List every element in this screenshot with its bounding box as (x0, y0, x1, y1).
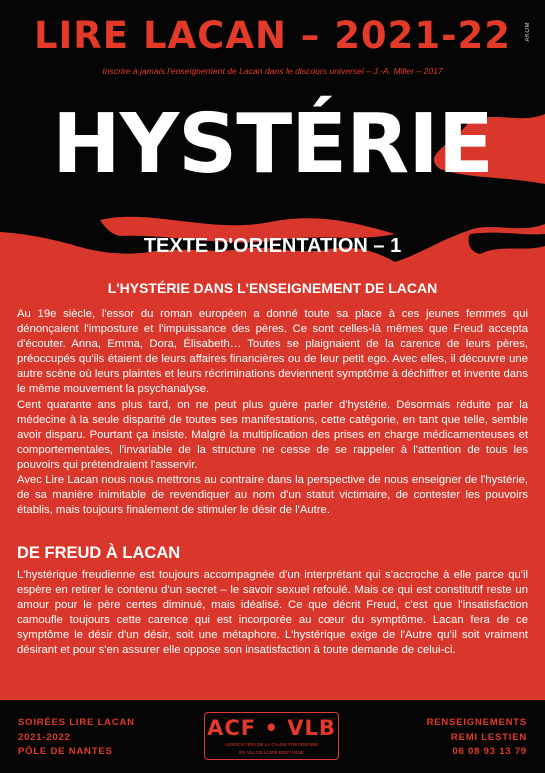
footer-left-line: PÔLE DE NANTES (18, 746, 113, 757)
footer-right (427, 716, 527, 760)
section1-paragraph: Au 19e siècle, l'essor du roman européen a donné toute sa place à ces jeunes femmes qui dénonçaient l'imposture et l'impuissance des pères. Ce sont celles-là mêmes que Freud accepta d'écouter. Anna, Emma, Dora, Élisabeth… Toutes se plaignaient de la carence de leurs pères, préoccupés qu'ils étaient de leurs affaires financières ou de leur petit ego. Avec elles, il découvre une autre scène où leurs plaintes et leurs récriminations deviennent symptôme à déchiffrer et invente dans le même mouvement la psychanalyse. (17, 308, 528, 396)
logo-subtitle: ASSOCIATION DE LA CAUSE FREUDIENNE (224, 742, 319, 747)
section1-body (17, 307, 528, 518)
hero-title: HYSTÉRIE (52, 97, 493, 192)
footer-right-line: REMI LESTIEN (450, 731, 527, 743)
logo-subtitle: EN VAL DE LOIRE BRETAGNE (239, 749, 304, 755)
section1-paragraph: Avec Lire Lacan nous nous mettrons au contraire dans la perspective de nous enseigner de l'hystérie, de sa manière inimitable de revendiquer au nom d'un statut victimaire, de contester les pouvoirs établis, mais toujours finalement de stimuler le désir de l'Autre. (17, 474, 528, 517)
section2-body (17, 568, 528, 659)
logo-text: ACF • VLB (207, 716, 336, 740)
footer-right-line: RENSEIGNEMENTS (426, 717, 527, 728)
acf-vlb-logo (204, 712, 339, 760)
footer-band (0, 700, 545, 773)
section2-heading: DE FREUD À LACAN (17, 544, 181, 562)
section1-paragraph: Cent quarante ans plus tard, on ne peut plus guère parler d'hystérie. Désormais réduite par la médecine à la seule disparité de toutes ses manifestations, cette catégorie, en tant que telle, semble avoir disparu. Pourtant ça insiste. Malgré la multiplication des prises en charge médicamenteuses et comportementales, l'invariable de la structure ne cesse de se rappeler à l'attention de tous les pouvoirs qui prétendraient l'asservir. (17, 398, 528, 471)
footer-left-line: SOIRÉES LIRE LACAN (18, 717, 135, 728)
header-band (0, 0, 545, 92)
footer-left (18, 716, 135, 760)
design-credit: AKOM (525, 22, 531, 42)
footer-phone: 06 08 93 13 79 (452, 746, 527, 757)
hero-subtitle: TEXTE D'ORIENTATION – 1 (143, 235, 402, 257)
section1-heading: L'HYSTÉRIE DANS L'ENSEIGNEMENT DE LACAN (107, 280, 438, 296)
footer-left-line: 2021-2022 (18, 731, 71, 743)
epigraph: Inscrire à jamais l'enseignement de Lacan dans le discours universel – J.-A. Miller – 2017 (102, 66, 443, 76)
section2-paragraph: L'hystérique freudienne est toujours accompagnée d'un interprétant qui s'accroche à elle parce qu'il espère en retirer le contenu d'un secret – le savoir sexuel refoulé. Mais ce qui est constitutif reste un amour pour le père certes diminué, mais idéalisé. Ce que décrit Freud, c'est que l'insatisfaction camoufle toujours cette carence qui est incorporée au cœur du symptôme. Lacan fera de ce symptôme le désir d'un désir, soit une métaphore. L'hystérique exige de l'Autre qu'il soit vraiment désirant et pour s'en assurer elle oppose son insatisfaction à toute demande de celui-ci. (17, 569, 528, 657)
series-title: LIRE LACAN – 2021-22 (33, 14, 512, 57)
